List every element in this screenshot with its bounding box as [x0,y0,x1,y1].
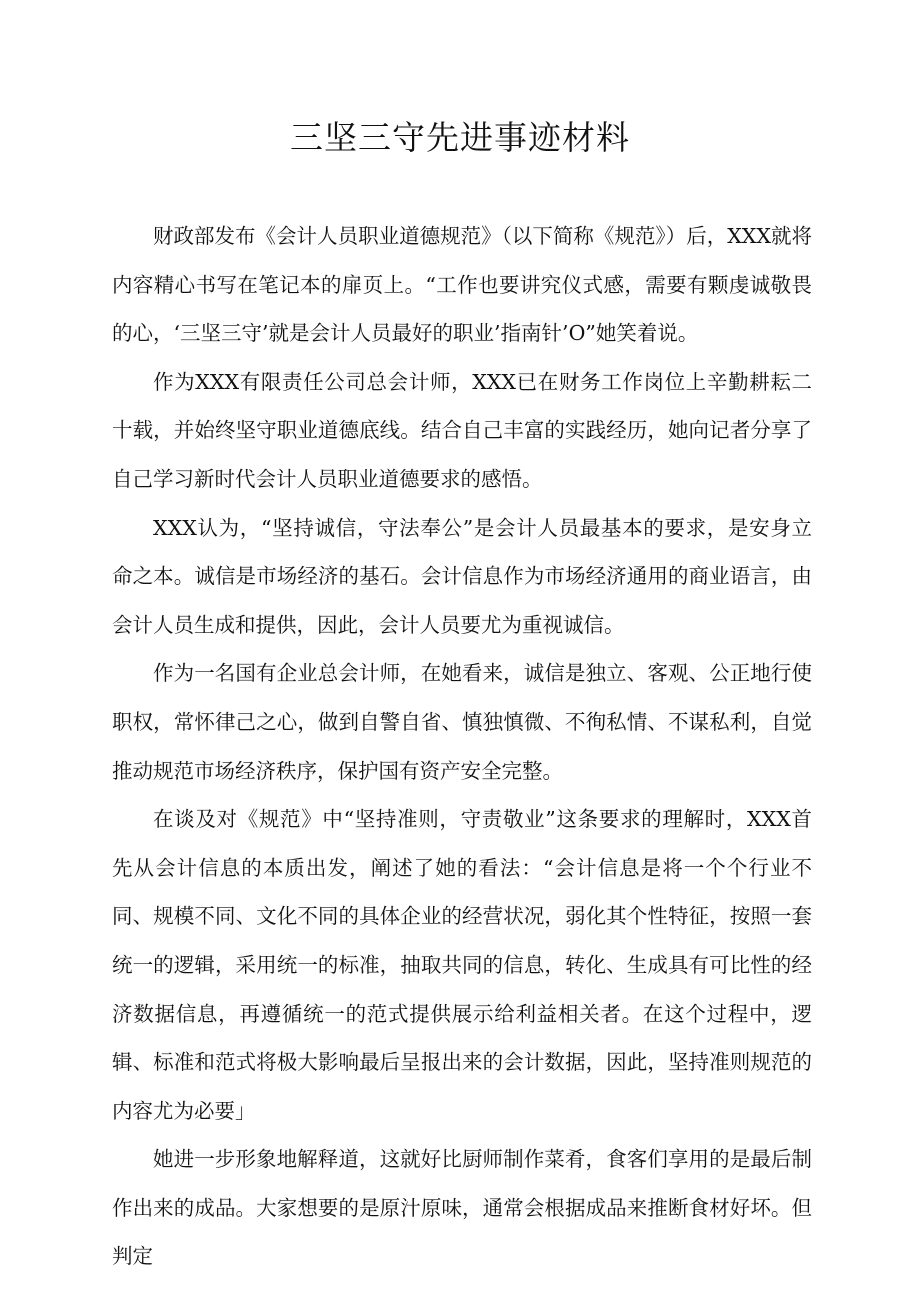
paragraph: 在谈及对《规范》中“坚持准则，守责敬业”这条要求的理解时，XXX首先从会计信息的本质出发，阐述了她的看法：“会计信息是将一个个行业不同、规模不同、文化不同的具体企业的经营状况，弱化其个性特征，按照一套统一的逻辑，采用统一的标准，抽取共同的信息，转化、生成具有可比性的经济数据信息，再遵循统一的范式提供展示给利益相关者。在这个过程中，逻辑、标准和范式将极大影响最后呈报出来的会计数据，因此，坚持准则规范的内容尤为必要」 [112,807,812,1123]
paragraph: 财政部发布《会计人员职业道德规范》（以下简称《规范》）后，XXX就将内容精心书写在笔记本的扉页上。“工作也要讲究仪式感，需要有颗虔诚敬畏的心，‘三坚三守’就是会计人员最好的职业’指南针’O”她笑着说。 [112,224,812,346]
paragraph: 她进一步形象地解释道，这就好比厨师制作菜肴，食客们享用的是最后制作出来的成品。大家想要的是原汁原味，通常会根据成品来推断食材好坏。但判定 [112,1147,812,1269]
paragraph: XXX认为，“坚持诚信，守法奉公”是会计人员最基本的要求，是安身立命之本。诚信是市场经济的基石。会计信息作为市场经济通用的商业语言，由会计人员生成和提供，因此，会计人员要尤为重视诚信。 [112,515,812,637]
document-body [112,212,812,1281]
document-title: 三坚三守先进事迹材料 [290,118,630,157]
paragraph: 作为XXX有限责任公司总会计师，XXX已在财务工作岗位上辛勤耕耘二十载，并始终坚守职业道德底线。结合自己丰富的实践经历，她向记者分享了自己学习新时代会计人员职业道德要求的感悟。 [112,369,812,491]
paragraph: 作为一名国有企业总会计师，在她看来，诚信是独立、客观、公正地行使职权，常怀律己之心，做到自警自省、慎独慎微、不徇私情、不谋私利，自觉推动规范市场经济秩序，保护国有资产安全完整。 [112,661,812,783]
